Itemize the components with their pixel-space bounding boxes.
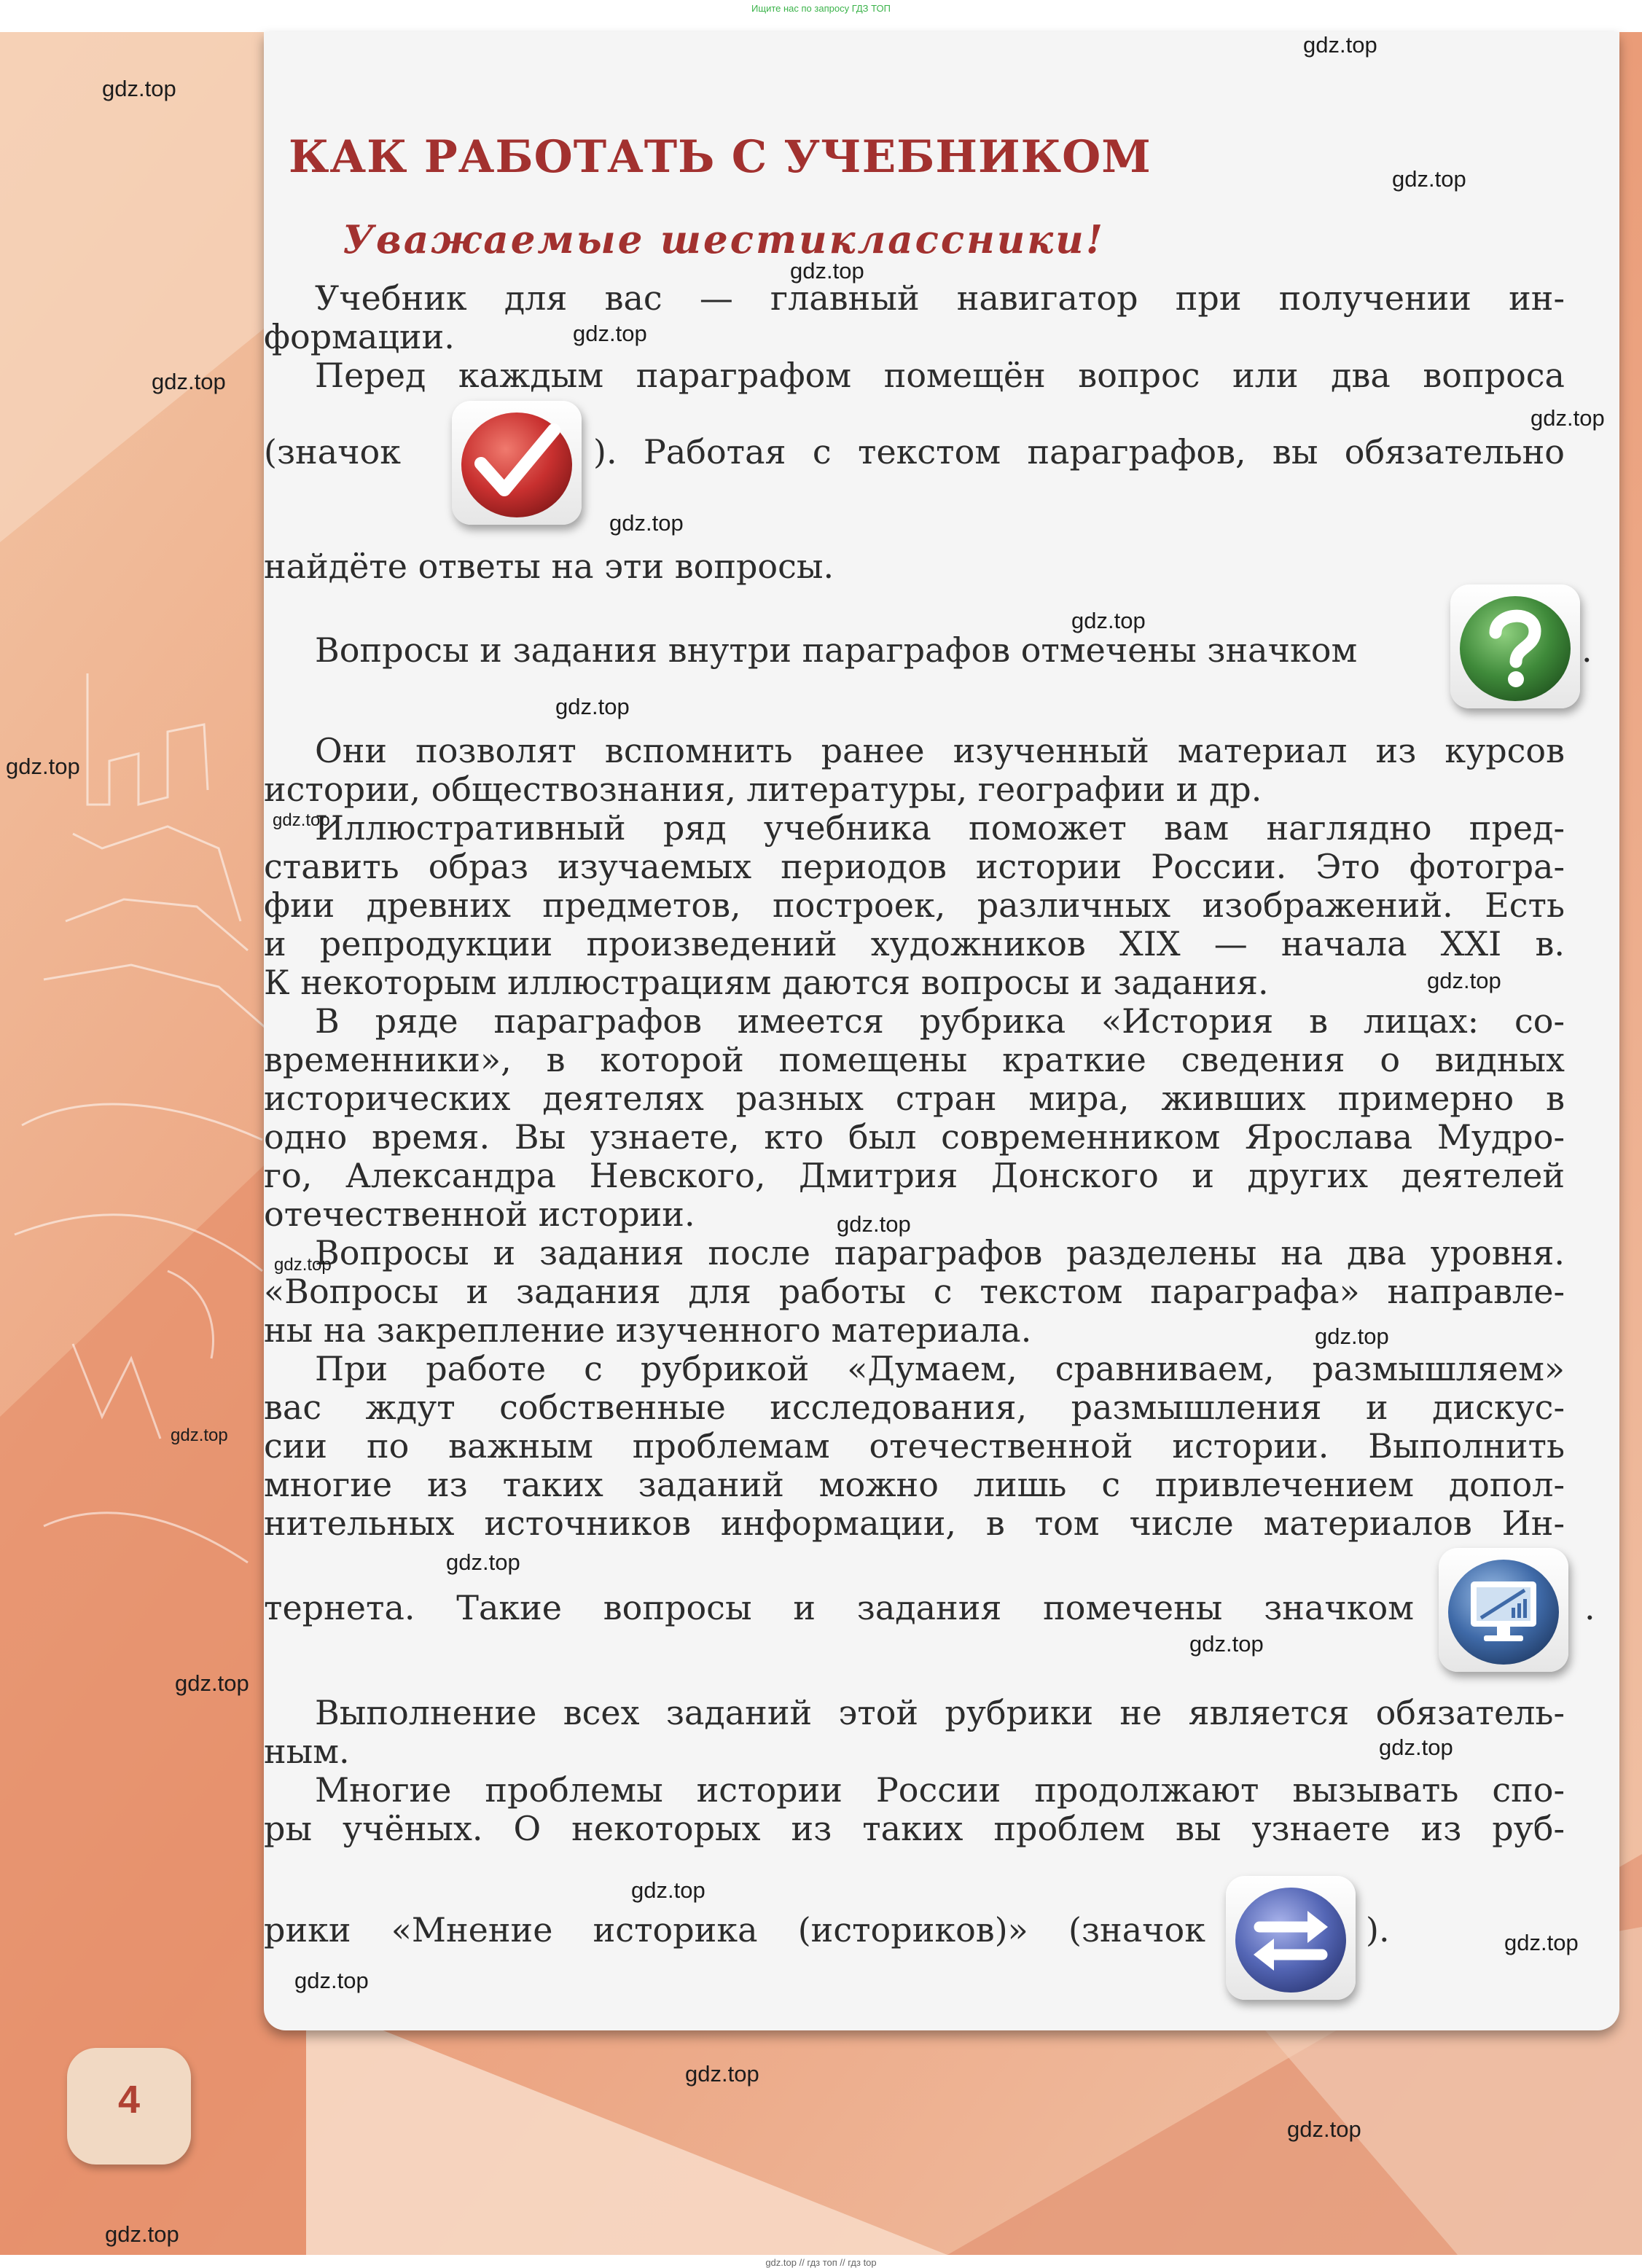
text-line: многие из таких заданий можно лишь с привлечением допол- <box>264 1465 1565 1504</box>
watermark: gdz.top <box>273 810 330 830</box>
checkmark-icon <box>452 401 582 525</box>
watermark: gdz.top <box>1071 608 1146 633</box>
watermark: gdz.top <box>1189 1631 1264 1657</box>
watermark: gdz.top <box>102 76 176 101</box>
text-line: и репродукции произведений художников XIX — начала XXI в. <box>264 924 1565 963</box>
watermark: gdz.top <box>1379 1735 1453 1760</box>
page-number-badge <box>67 2048 191 2165</box>
text-line: сии по важным проблемам отечественной истории. Выполнить <box>264 1426 1565 1466</box>
text-line: исторических деятелях разных стран мира, живших примерно в <box>264 1079 1565 1118</box>
watermark: gdz.top <box>6 754 80 779</box>
exchange-arrows-icon <box>1226 1876 1356 2000</box>
text-line: ным. <box>264 1732 350 1771</box>
computer-monitor-icon <box>1439 1548 1568 1672</box>
text-line: рики «Мнение историка (историков)» (значок <box>264 1910 1205 1950</box>
text-line: ). <box>1366 1910 1390 1950</box>
text-line: ры учёных. О некоторых из таких проблем вы узнаете из руб- <box>264 1809 1565 1848</box>
text-line: Вопросы и задания внутри параграфов отмечены значком <box>315 630 1358 670</box>
text-line: нительных источников информации, в том числе материалов Ин- <box>264 1503 1565 1543</box>
footer-note: gdz.top // гдз топ // гдз top <box>765 2257 877 2268</box>
text-line: При работе с рубрикой «Думаем, сравниваем, размышляем» <box>315 1349 1565 1388</box>
text-line: Многие проблемы истории России продолжают вызывать спо- <box>315 1770 1565 1810</box>
watermark: gdz.top <box>294 1968 369 1993</box>
watermark: gdz.top <box>837 1211 911 1237</box>
watermark: gdz.top <box>790 258 864 284</box>
text-line: отечественной истории. <box>264 1194 695 1234</box>
watermark: gdz.top <box>1530 405 1605 431</box>
text-line: го, Александра Невского, Дмитрия Донского и других деятелей <box>264 1156 1565 1195</box>
text-line: Они позволят вспомнить ранее изученный материал из курсов <box>315 731 1565 770</box>
text-line: одно время. Вы узнаете, кто был современником Ярослава Мудро- <box>264 1117 1565 1157</box>
text-line: фии древних предметов, построек, различных изображений. Есть <box>264 885 1565 925</box>
text-line: тернета. Такие вопросы и задания помечены значком <box>264 1588 1414 1627</box>
page-number: 4 <box>117 2078 141 2122</box>
watermark: gdz.top <box>1303 32 1377 58</box>
text-line: Выполнение всех заданий этой рубрики не является обязатель- <box>315 1693 1565 1732</box>
text-line: найдёте ответы на эти вопросы. <box>264 547 834 586</box>
watermark: gdz.top <box>274 1255 332 1275</box>
text-line: «Вопросы и задания для работы с текстом параграфа» направле- <box>264 1272 1565 1311</box>
text-line: истории, обществознания, литературы, географии и др. <box>264 770 1262 809</box>
question-mark-icon <box>1450 584 1580 708</box>
watermark: gdz.top <box>1427 968 1501 993</box>
text-line: К некоторым иллюстрациям даются вопросы и задания. <box>264 963 1269 1002</box>
watermark: gdz.top <box>1504 1930 1579 1955</box>
header-note: Ищите нас по запросу ГДЗ ТОП <box>751 3 891 14</box>
watermark: gdz.top <box>171 1426 228 1445</box>
watermark: gdz.top <box>1315 1323 1389 1349</box>
text-line: Перед каждым параграфом помещён вопрос или два вопроса <box>315 356 1565 395</box>
text-line: Вопросы и задания после параграфов разделены на два уровня. <box>315 1233 1565 1272</box>
content-panel <box>264 32 1619 2030</box>
text-line: ставить образ изучаемых периодов истории России. Это фотогра- <box>264 847 1565 886</box>
page-title: КАК РАБОТАТЬ С УЧЕБНИКОМ <box>289 131 1152 183</box>
text-line: ). Работая с текстом параграфов, вы обязательно <box>593 432 1565 472</box>
watermark: gdz.top <box>555 694 630 719</box>
watermark: gdz.top <box>446 1549 520 1575</box>
text-line: (значок <box>264 432 401 472</box>
text-line: Иллюстративный ряд учебника поможет вам наглядно пред- <box>315 808 1565 848</box>
watermark: gdz.top <box>175 1670 249 1696</box>
watermark: gdz.top <box>631 1877 705 1903</box>
watermark: gdz.top <box>152 369 226 394</box>
text-line: Учебник для вас — главный навигатор при получении ин- <box>315 278 1565 318</box>
text-line: В ряде параграфов имеется рубрика «История в лицах: со- <box>315 1001 1565 1041</box>
text-line: . <box>1582 630 1592 670</box>
greeting: Уважаемые шестиклассники! <box>343 217 1105 262</box>
watermark: gdz.top <box>1287 2116 1361 2142</box>
watermark: gdz.top <box>685 2061 759 2087</box>
text-line: . <box>1584 1588 1595 1627</box>
watermark: gdz.top <box>1392 166 1466 192</box>
watermark: gdz.top <box>105 2221 179 2247</box>
text-line: вас ждут собственные исследования, размышления и дискус- <box>264 1388 1565 1427</box>
text-line: временники», в которой помещены краткие сведения о видных <box>264 1040 1565 1079</box>
text-line: ны на закрепление изученного материала. <box>264 1310 1032 1350</box>
watermark: gdz.top <box>609 510 684 536</box>
watermark: gdz.top <box>573 321 647 346</box>
text-line: формации. <box>264 317 455 356</box>
